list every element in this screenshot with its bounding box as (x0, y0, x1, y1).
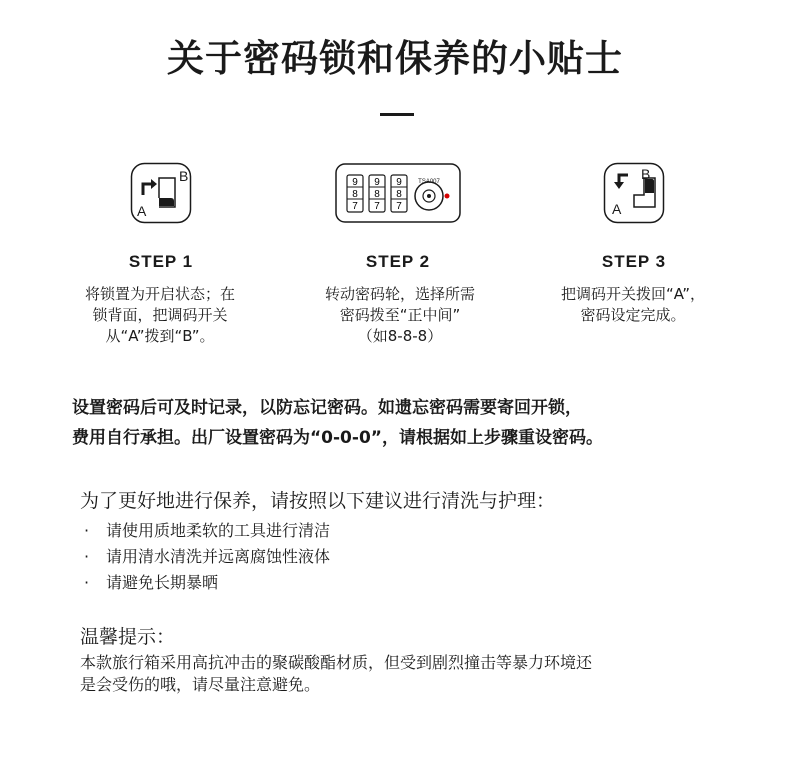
switch-b-to-a-icon (603, 162, 665, 224)
icon-letter-b: B (641, 166, 651, 182)
bullet: · (84, 521, 90, 540)
icon-letter-a: A (612, 201, 622, 217)
icon-letter-a: A (137, 203, 147, 219)
dial-2-top: 9 (374, 177, 380, 188)
care-section (80, 486, 740, 596)
dial-3-bottom: 7 (396, 201, 402, 212)
note-line-1: 设置密码后可及时记录，以防忘记密码。如遗忘密码需要寄回开锁， (72, 398, 582, 418)
dial-3-mid: 8 (396, 189, 402, 200)
step-3-label: STEP 3 (601, 252, 667, 271)
tip-section (80, 622, 760, 696)
step-2-label: STEP 2 (365, 252, 431, 271)
bullet: · (84, 573, 90, 592)
care-item (80, 518, 740, 544)
combination-dial-icon (335, 163, 461, 223)
password-note (72, 393, 732, 453)
dial-1-mid: 8 (352, 189, 358, 200)
step-1-label: STEP 1 (128, 252, 194, 271)
care-heading: 为了更好地进行保养，请按照以下建议进行清洗与护理： (80, 490, 556, 512)
care-item (80, 544, 740, 570)
bullet: · (84, 547, 90, 566)
dial-1-top: 9 (352, 177, 358, 188)
step-2-description: 转动密码轮，选择所需 密码拨至“正中间” （如8-8-8） (324, 285, 475, 345)
care-item-text: 请使用质地柔软的工具进行清洁 (106, 521, 331, 540)
tip-line-1: 本款旅行箱采用高抗冲击的聚碳酸酯材质，但受到剧烈撞击等暴力环境还 (80, 653, 593, 672)
red-indicator-dot (445, 194, 450, 199)
icon-letter-b: B (179, 168, 189, 184)
page-title: 关于密码锁和保养的小贴士 (167, 37, 623, 80)
title-divider (380, 113, 414, 116)
care-list (80, 518, 740, 596)
dial-2-bottom: 7 (374, 201, 380, 212)
care-item (80, 570, 740, 596)
tip-line-2: 是会受伤的哦，请尽量注意避免。 (80, 675, 321, 694)
dial-2-mid: 8 (374, 189, 380, 200)
care-item-text: 请用清水清洗并远离腐蚀性液体 (106, 547, 331, 566)
tip-heading: 温馨提示： (80, 626, 176, 648)
dial-1-bottom: 7 (352, 201, 358, 212)
dial-3-top: 9 (396, 177, 402, 188)
step-1-description: 将锁置为开启状态；在 锁背面，把调码开关 从“A”拨到“B”。 (84, 285, 235, 345)
note-line-2: 费用自行承担。出厂设置密码为“0-0-0”，请根据如上步骤重设密码。 (72, 428, 603, 448)
switch-a-to-b-icon (130, 162, 192, 224)
care-item-text: 请避免长期暴晒 (106, 573, 219, 592)
tsa-badge-text: TSA007 (418, 179, 440, 185)
step-3-description: 把调码开关拨回“A”， 密码设定完成。 (561, 285, 705, 324)
